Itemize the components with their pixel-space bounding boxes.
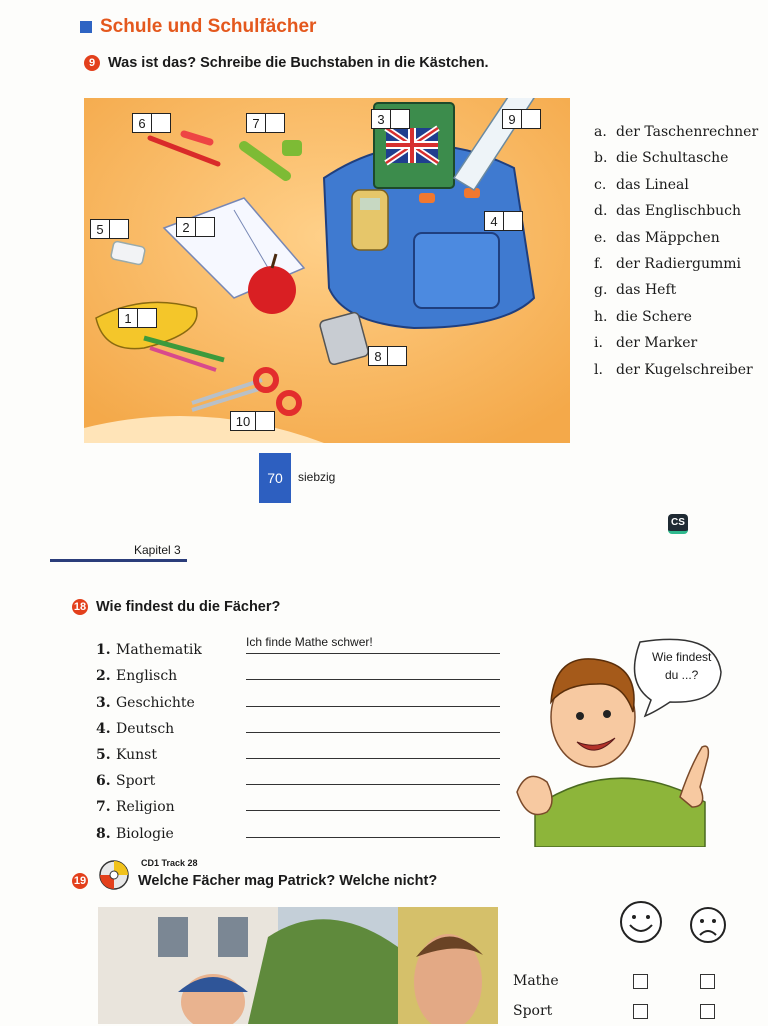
item-text: die Schere <box>616 308 692 325</box>
item-text: das Lineal <box>616 176 689 193</box>
happy-face-icon <box>621 902 661 942</box>
answer-box-3[interactable] <box>371 109 410 129</box>
box-number: 5 <box>91 220 110 238</box>
box-number: 8 <box>369 347 388 365</box>
item-letter: e. <box>594 229 607 246</box>
like-checkbox[interactable] <box>633 1004 648 1019</box>
table-row <box>513 966 733 996</box>
school-items-drawing <box>84 98 570 443</box>
item-index: 2. <box>96 668 111 685</box>
subject-name: Mathematik <box>116 642 202 659</box>
list-item <box>96 632 506 658</box>
task-number-18: 18 <box>73 601 87 613</box>
task-18-heading <box>72 599 280 615</box>
box-number: 3 <box>372 110 391 128</box>
page-number-word: siebzig <box>298 470 336 484</box>
list-item <box>96 789 506 815</box>
row-subject: Sport <box>513 1003 553 1019</box>
box-blank[interactable] <box>196 218 214 236</box>
dislike-checkbox[interactable] <box>700 1004 715 1019</box>
item-text: das Heft <box>616 282 677 299</box>
box-blank[interactable] <box>504 212 522 230</box>
item-text: der Radiergummi <box>616 255 742 272</box>
box-number: 4 <box>485 212 504 230</box>
answer-box-6[interactable] <box>132 113 171 133</box>
item-text: das Mäppchen <box>616 229 720 246</box>
list-item <box>96 684 506 710</box>
list-item <box>594 362 758 388</box>
task-18-instruction: Wie findest du die Fächer? <box>96 599 281 615</box>
bubble-line: Wie findest <box>652 650 712 664</box>
item-letter: g. <box>594 282 608 299</box>
item-letter: f. <box>594 255 604 272</box>
answer-line[interactable]: Ich finde Mathe schwer! <box>246 635 500 654</box>
section-title <box>80 16 316 38</box>
answer-box-8[interactable] <box>368 346 407 366</box>
box-number: 7 <box>247 114 266 132</box>
subject-name: Biologie <box>116 825 174 842</box>
section-square-icon <box>80 21 92 33</box>
chapter-label: Kapitel 3 <box>134 543 181 557</box>
answer-line[interactable] <box>246 766 500 785</box>
answer-line[interactable] <box>246 714 500 733</box>
list-item <box>594 309 758 335</box>
scanner-logo-icon: CS <box>668 514 688 534</box>
box-blank[interactable] <box>522 110 540 128</box>
answer-line[interactable] <box>246 819 500 838</box>
like-checkbox[interactable] <box>633 974 648 989</box>
rating-faces <box>616 897 726 949</box>
photo-patrick <box>98 907 498 1024</box>
answer-line[interactable] <box>246 740 500 759</box>
item-letter: l. <box>594 361 603 378</box>
box-number: 2 <box>177 218 196 236</box>
item-letter: c. <box>594 176 607 193</box>
answer-box-5[interactable] <box>90 219 129 239</box>
subject-name: Deutsch <box>116 720 175 737</box>
answer-line[interactable] <box>246 792 500 811</box>
bubble-line: du ...? <box>665 668 699 682</box>
rating-table <box>513 966 733 1026</box>
answer-box-1[interactable] <box>118 308 157 328</box>
box-blank[interactable] <box>256 412 274 430</box>
list-item <box>594 335 758 361</box>
item-letter: h. <box>594 308 608 325</box>
item-text: der Kugelschreiber <box>616 361 753 378</box>
box-blank[interactable] <box>391 110 409 128</box>
answer-line[interactable] <box>246 688 500 707</box>
task-9-instruction: Was ist das? Schreibe die Buchstaben in die Kästchen. <box>108 55 489 71</box>
list-item <box>594 124 758 150</box>
box-number: 6 <box>133 114 152 132</box>
speech-bubble <box>652 648 711 684</box>
task-19-heading <box>72 873 437 889</box>
section-title-text: Schule und Schulfächer <box>100 16 317 37</box>
table-row <box>513 996 733 1026</box>
item-text: die Schultasche <box>616 150 729 167</box>
list-item <box>594 282 758 308</box>
box-number: 1 <box>119 309 138 327</box>
item-letter: a. <box>594 124 607 140</box>
item-index: 3. <box>96 694 111 711</box>
item-index: 5. <box>96 746 111 763</box>
answer-line[interactable] <box>246 661 500 680</box>
answer-box-9[interactable] <box>502 109 541 129</box>
item-letter: d. <box>594 203 608 220</box>
answer-box-2[interactable] <box>176 217 215 237</box>
subject-list <box>96 632 506 842</box>
box-number: 10 <box>231 412 256 430</box>
item-index: 1. <box>96 642 111 659</box>
box-blank[interactable] <box>388 347 406 365</box>
vocabulary-list <box>594 124 758 388</box>
sad-face-icon <box>691 908 725 942</box>
list-item <box>594 203 758 229</box>
item-text: der Marker <box>616 335 698 352</box>
item-letter: b. <box>594 150 608 167</box>
item-text: der Taschenrechner <box>616 124 759 140</box>
item-index: 6. <box>96 773 111 790</box>
list-item <box>594 256 758 282</box>
subject-name: Sport <box>116 773 156 790</box>
subject-name: Kunst <box>116 746 157 763</box>
list-item <box>96 815 506 841</box>
box-number: 9 <box>503 110 522 128</box>
chapter-divider <box>50 559 187 562</box>
answer-box-4[interactable] <box>484 211 523 231</box>
task-19-instruction: Welche Fächer mag Patrick? Welche nicht? <box>138 873 438 889</box>
list-item <box>96 711 506 737</box>
task-number-19: 19 <box>73 875 87 887</box>
page-number-badge: 70 <box>259 453 291 503</box>
subject-name: Englisch <box>116 668 178 685</box>
answer-box-10[interactable] <box>230 411 275 431</box>
list-item <box>594 230 758 256</box>
item-index: 4. <box>96 720 111 737</box>
box-blank[interactable] <box>266 114 284 132</box>
school-items-illustration <box>84 98 570 443</box>
dislike-checkbox[interactable] <box>700 974 715 989</box>
item-letter: i. <box>594 335 603 352</box>
photo-drawing <box>98 907 498 1024</box>
task-9-heading <box>84 55 489 71</box>
box-blank[interactable] <box>152 114 170 132</box>
row-subject: Mathe <box>513 973 559 989</box>
box-blank[interactable] <box>138 309 156 327</box>
track-label: CD1 Track 28 <box>141 858 198 868</box>
answer-box-7[interactable] <box>246 113 285 133</box>
subject-name: Geschichte <box>116 694 195 711</box>
item-index: 7. <box>96 799 111 816</box>
item-text: das Englischbuch <box>616 203 741 220</box>
task-number-9: 9 <box>84 55 100 71</box>
list-item <box>594 177 758 203</box>
list-item <box>96 763 506 789</box>
list-item <box>96 737 506 763</box>
item-index: 8. <box>96 825 111 842</box>
subject-name: Religion <box>116 799 175 816</box>
list-item <box>594 150 758 176</box>
list-item <box>96 658 506 684</box>
box-blank[interactable] <box>110 220 128 238</box>
